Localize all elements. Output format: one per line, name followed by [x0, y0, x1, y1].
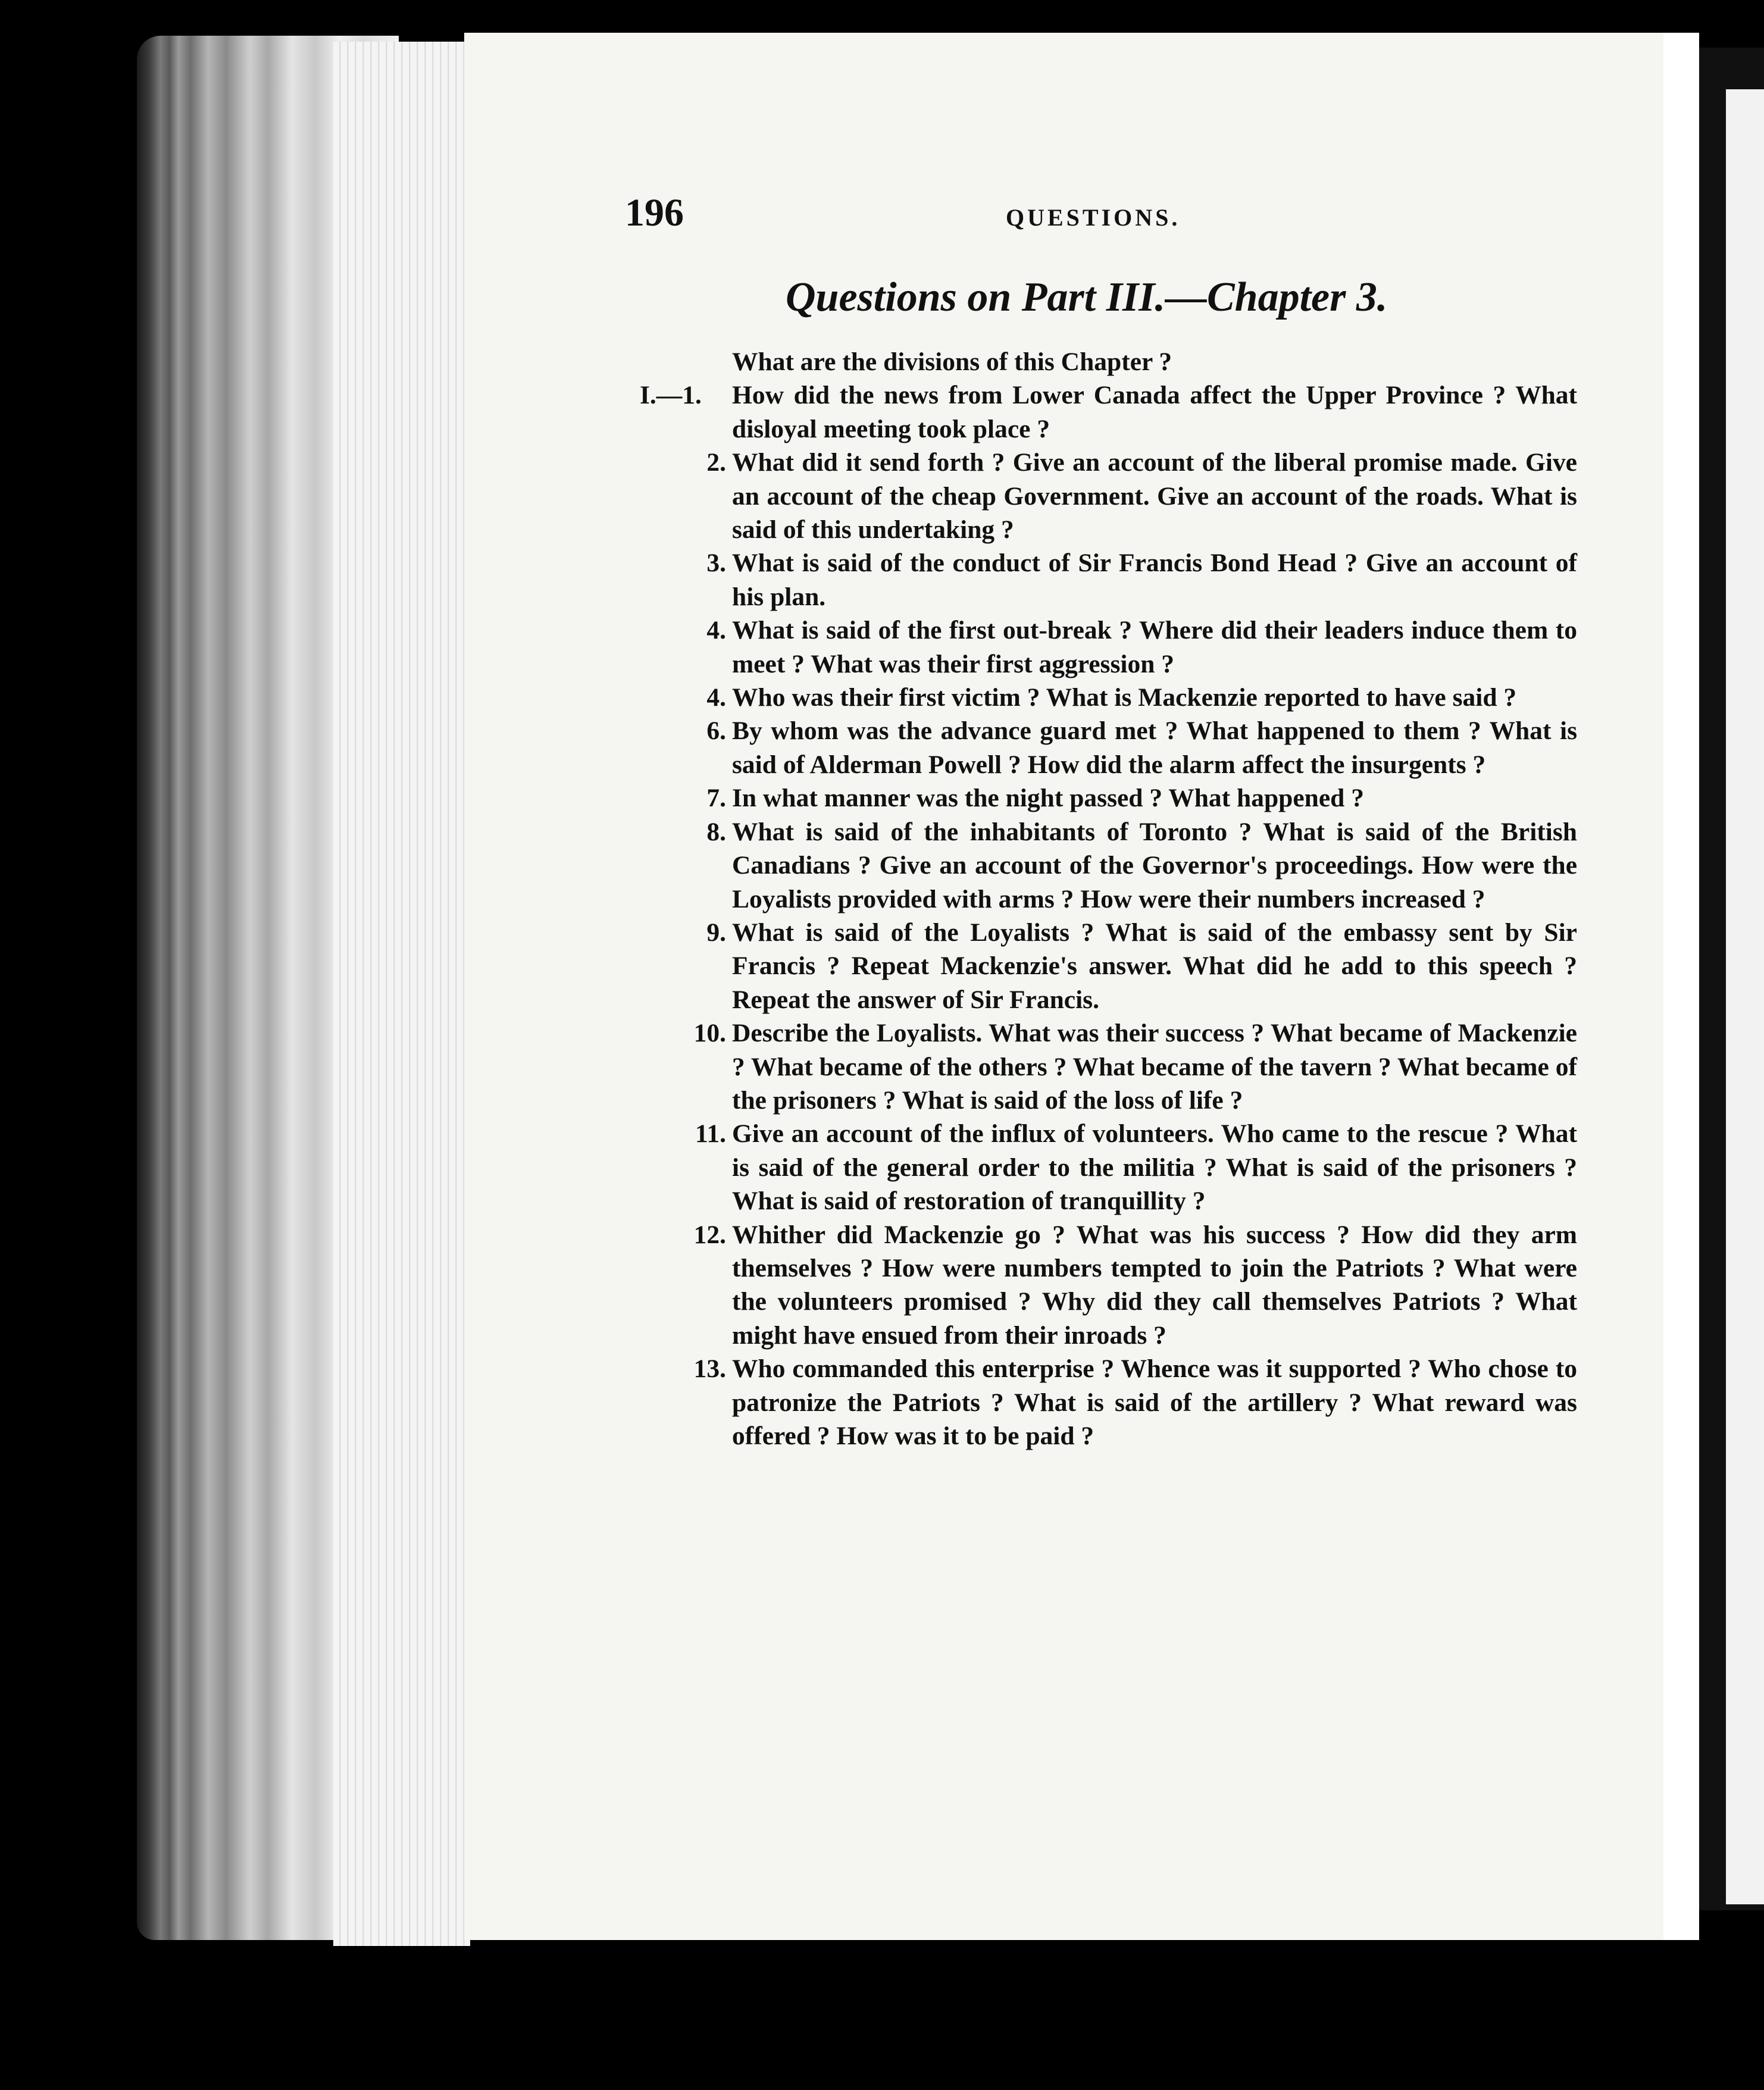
question-number: 2.	[706, 448, 726, 477]
question-item	[631, 1117, 1577, 1218]
question-item	[631, 614, 1577, 681]
question-text: Who commanded this enterprise ? Whence was it supported ? Who chose to patronize the Patriots ? What is said of the artillery ? What reward was offered ? How was it to be paid ?	[732, 1354, 1577, 1450]
question-text: What is said of the inhabitants of Toronto ? What is said of the British Canadians ? Give an account of the Governor's proceedings. How were the Loyalists provided with arms ? How were their numbers increased ?	[732, 817, 1577, 913]
page-number: 196	[625, 191, 684, 234]
question-number: 12.	[693, 1220, 726, 1249]
page-header	[625, 190, 1577, 250]
question-number: 11.	[695, 1119, 726, 1149]
question-item	[631, 781, 1577, 815]
question-text: Whither did Mackenzie go ? What was his success ? How did they arm themselves ? How were numbers tempted to join the Patriots ? What were the volunteers promised ? Why did they call themselves Patriots ? What might have ensued from their inroads ?	[732, 1220, 1577, 1350]
question-text: What is said of the conduct of Sir Francis Bond Head ? Give an account of his plan.	[732, 549, 1577, 611]
question-text: What is said of the first out-break ? Where did their leaders induce them to meet ? What was their first aggression ?	[732, 616, 1577, 678]
question-text: Give an account of the influx of volunteers. Who came to the rescue ? What is said of the general order to the militia ? What is said of the prisoners ? What is said of restoration of tranquillity ?	[732, 1119, 1577, 1216]
question-item	[631, 815, 1577, 916]
question-number: 13.	[693, 1354, 726, 1384]
question-text: How did the news from Lower Canada affect the Upper Province ? What disloyal meeting took place ?	[732, 381, 1577, 443]
question-number: I.—1.	[640, 381, 702, 410]
question-text: By whom was the advance guard met ? What happened to them ? What is said of Alderman Powell ? How did the alarm affect the insurgents ?	[732, 717, 1577, 779]
question-number: 6.	[706, 717, 726, 746]
question-item	[631, 681, 1577, 714]
question-item	[631, 714, 1577, 781]
book-leaf-lines	[333, 42, 470, 1946]
question-item	[631, 1016, 1577, 1117]
question-text: In what manner was the night passed ? What happened ?	[732, 784, 1364, 813]
question-item	[631, 378, 1577, 446]
page-right-margin	[1663, 33, 1699, 1940]
question-number: 7.	[706, 784, 726, 813]
facing-page-edge	[1726, 89, 1764, 1904]
questions-list	[631, 345, 1577, 1453]
question-number: 9.	[706, 918, 726, 947]
question-number: 4.	[706, 683, 726, 712]
question-number: 8.	[706, 817, 726, 846]
question-number: 3.	[706, 549, 726, 578]
question-item	[631, 1352, 1577, 1453]
question-item	[631, 446, 1577, 546]
question-number: 10.	[693, 1019, 726, 1048]
question-item	[631, 1218, 1577, 1353]
intro-question: What are the divisions of this Chapter ?	[732, 348, 1172, 376]
question-text: Describe the Loyalists. What was their success ? What became of Mackenzie ? What became of the others ? What became of the tavern ? What became of the prisoners ? What is said of the loss of life ?	[732, 1019, 1577, 1115]
question-text: Who was their first victim ? What is Mackenzie reported to have said ?	[732, 683, 1517, 712]
question-item	[631, 916, 1577, 1016]
question-text: What is said of the Loyalists ? What is said of the embassy sent by Sir Francis ? Repeat Mackenzie's answer. What did he add to this speech ? Repeat the answer of Sir Francis.	[732, 918, 1577, 1014]
chapter-title: Questions on Part III.—Chapter 3.	[786, 274, 1388, 320]
question-item	[631, 546, 1577, 614]
question-text: What did it send forth ? Give an account of the liberal promise made. Give an account of the cheap Government. Give an account of the roads. What is said of this undertaking ?	[732, 448, 1577, 545]
question-number: 4.	[706, 616, 726, 645]
running-head: QUESTIONS.	[1006, 204, 1181, 231]
